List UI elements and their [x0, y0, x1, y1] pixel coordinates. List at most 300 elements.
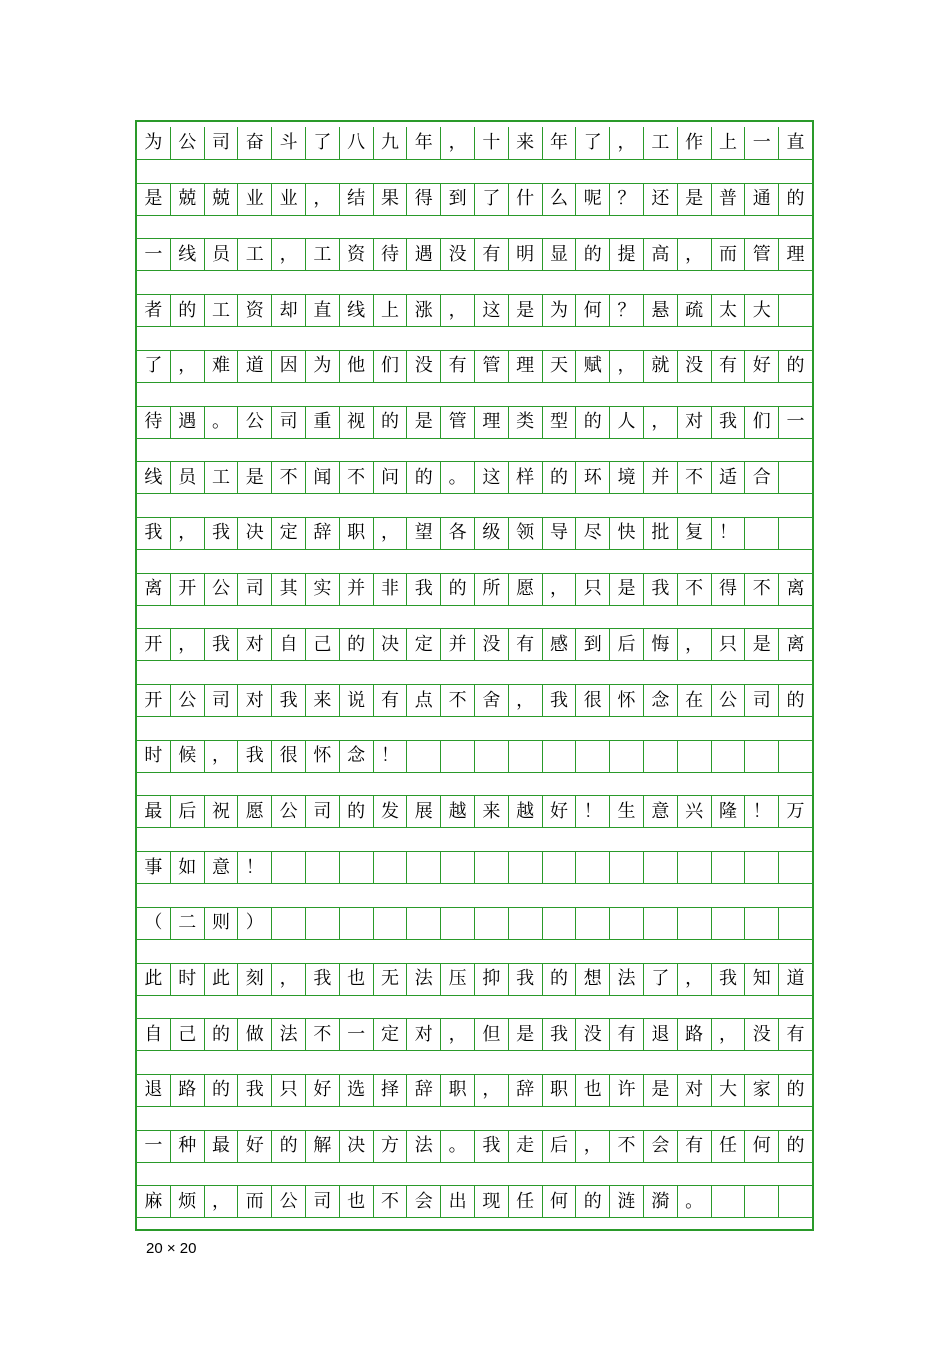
grid-cell — [576, 741, 610, 772]
grid-cell — [712, 741, 746, 772]
grid-cell: ， — [272, 239, 306, 270]
grid-cell: 的 — [171, 295, 205, 326]
grid-cell: 决 — [340, 1131, 374, 1162]
grid-cell — [340, 908, 374, 939]
grid-cell: 我 — [644, 574, 678, 605]
grid-cell: 时 — [137, 741, 171, 772]
grid-cell: 有 — [712, 351, 746, 382]
grid-cell: 所 — [475, 574, 509, 605]
grid-cell: 只 — [712, 629, 746, 660]
grid-cell: 任 — [509, 1186, 543, 1217]
grid-cell: 万 — [786, 800, 805, 822]
grid-cell: 公 — [272, 796, 306, 827]
grid-cell: 的 — [786, 689, 805, 711]
grid-cell: 愿 — [509, 574, 543, 605]
grid-cell — [407, 852, 441, 883]
grid-cell: 果 — [374, 184, 408, 215]
grid-cell: 公 — [205, 574, 239, 605]
grid-cell: 舍 — [475, 685, 509, 716]
grid-cell: 何 — [745, 1131, 779, 1162]
grid-cell: 我 — [205, 629, 239, 660]
grid-cell: 兢 — [205, 184, 239, 215]
grid-cell: 了 — [475, 184, 509, 215]
grid-cell: 司 — [272, 407, 306, 438]
grid-cell — [509, 852, 543, 883]
grid-cell: 适 — [712, 462, 746, 493]
grid-cell: ， — [441, 127, 475, 159]
grid-cell: 的 — [576, 407, 610, 438]
grid-cell: 其 — [272, 574, 306, 605]
grid-cell: 后 — [610, 629, 644, 660]
grid-cell: 开 — [137, 629, 171, 660]
grid-cell: 的 — [407, 462, 441, 493]
grid-cell: 是 — [610, 574, 644, 605]
grid-cell: 并 — [340, 574, 374, 605]
grid-cell: 到 — [441, 184, 475, 215]
grid-cell: 念 — [340, 741, 374, 772]
grid-cell — [509, 908, 543, 939]
grid-cell: 望 — [407, 518, 441, 549]
grid-cell: 一 — [745, 127, 779, 159]
grid-cell — [340, 852, 374, 883]
grid-cell: 知 — [745, 964, 779, 995]
grid-cell: ！ — [576, 796, 610, 827]
grid-cell: 离 — [137, 574, 171, 605]
grid-row — [137, 573, 812, 606]
grid-cell: 视 — [340, 407, 374, 438]
grid-cell: 有 — [610, 1019, 644, 1050]
grid-cell: 决 — [238, 518, 272, 549]
grid-cell: 最 — [205, 1131, 239, 1162]
grid-cell: 的 — [205, 1075, 239, 1106]
grid-cell: 提 — [610, 239, 644, 270]
grid-cell: 有 — [475, 239, 509, 270]
grid-cell — [678, 908, 712, 939]
grid-cell: 这 — [475, 462, 509, 493]
grid-cell: 这 — [475, 295, 509, 326]
grid-cell: 遇 — [171, 407, 205, 438]
grid-cell: 的 — [786, 355, 805, 377]
grid-cell: 了 — [644, 964, 678, 995]
grid-cell — [576, 908, 610, 939]
grid-cell: 解 — [306, 1131, 340, 1162]
grid-cell: 是 — [238, 462, 272, 493]
grid-cell: 展 — [407, 796, 441, 827]
grid-cell: 理 — [786, 243, 805, 265]
grid-cell: 麻 — [137, 1186, 171, 1217]
grid-cell: 理 — [509, 351, 543, 382]
grid-cell: ， — [306, 184, 340, 215]
grid-cell: 定 — [272, 518, 306, 549]
grid-cell — [306, 908, 340, 939]
grid-cell: 压 — [441, 964, 475, 995]
grid-cell: 不 — [678, 574, 712, 605]
grid-cell: 也 — [576, 1075, 610, 1106]
grid-cell: 辞 — [306, 518, 340, 549]
grid-cell: 刻 — [238, 964, 272, 995]
grid-cell: （ — [137, 908, 171, 939]
grid-cell: 一 — [137, 239, 171, 270]
grid-cell: 什 — [509, 184, 543, 215]
grid-cell: 者 — [137, 295, 171, 326]
grid-cell: 得 — [407, 184, 441, 215]
grid-cell: 的 — [272, 1131, 306, 1162]
grid-cell: 的 — [786, 1079, 805, 1101]
grid-cell: 八 — [340, 127, 374, 159]
grid-cell: 方 — [374, 1131, 408, 1162]
grid-cell: 来 — [475, 796, 509, 827]
grid-cell: ， — [678, 239, 712, 270]
grid-cell: 线 — [137, 462, 171, 493]
grid-cell: 司 — [238, 574, 272, 605]
grid-row — [137, 740, 812, 773]
grid-cell: 我 — [712, 964, 746, 995]
grid-cell: ！ — [745, 796, 779, 827]
grid-cell: 了 — [576, 127, 610, 159]
grid-cell — [374, 852, 408, 883]
grid-cell: 无 — [374, 964, 408, 995]
grid-cell: 愿 — [238, 796, 272, 827]
grid-cell — [509, 741, 543, 772]
grid-cell — [712, 852, 746, 883]
grid-cell: 批 — [644, 518, 678, 549]
grid-cell: ！ — [712, 518, 746, 549]
grid-cell — [475, 741, 509, 772]
grid-cell: 公 — [238, 407, 272, 438]
grid-cell: 闻 — [306, 462, 340, 493]
grid-cell: 呢 — [576, 184, 610, 215]
grid-cell: 想 — [576, 964, 610, 995]
grid-cell: 定 — [407, 629, 441, 660]
grid-cell — [407, 741, 441, 772]
grid-cell: 没 — [407, 351, 441, 382]
grid-cell: 作 — [678, 127, 712, 159]
grid-cell: 没 — [678, 351, 712, 382]
grid-cell: ， — [205, 1186, 239, 1217]
grid-cell: 工 — [205, 462, 239, 493]
grid-cell: 年 — [407, 127, 441, 159]
grid-cell — [543, 908, 577, 939]
grid-cell: 感 — [543, 629, 577, 660]
grid-cell: 导 — [543, 518, 577, 549]
grid-cell: 了 — [306, 127, 340, 159]
grid-cell: 公 — [171, 685, 205, 716]
grid-cell: 司 — [306, 796, 340, 827]
grid-cell: 对 — [238, 685, 272, 716]
grid-cell: ， — [678, 629, 712, 660]
grid-cell: 。 — [205, 407, 239, 438]
grid-cell: 说 — [340, 685, 374, 716]
grid-cell: ， — [272, 964, 306, 995]
grid-cell: ， — [712, 1019, 746, 1050]
grid-cell: 们 — [745, 407, 779, 438]
grid-cell: 公 — [712, 685, 746, 716]
grid-cell: 们 — [374, 351, 408, 382]
grid-cell: 线 — [171, 239, 205, 270]
grid-cell: 工 — [306, 239, 340, 270]
grid-cell: 天 — [543, 351, 577, 382]
grid-cell: 则 — [205, 908, 239, 939]
grid-cell: 的 — [340, 796, 374, 827]
grid-cell: 对 — [407, 1019, 441, 1050]
grid-cell: 年 — [543, 127, 577, 159]
grid-cell: 的 — [786, 188, 805, 210]
grid-row — [137, 517, 812, 550]
grid-cell: 隆 — [712, 796, 746, 827]
grid-cell: 会 — [407, 1186, 441, 1217]
grid-cell — [779, 741, 812, 772]
grid-cell: 各 — [441, 518, 475, 549]
grid-cell — [644, 741, 678, 772]
grid-cell: 有 — [786, 1023, 805, 1045]
grid-cell: 显 — [543, 239, 577, 270]
grid-cell: 的 — [441, 574, 475, 605]
grid-cell: 通 — [745, 184, 779, 215]
grid-cell: 但 — [475, 1019, 509, 1050]
grid-cell: 抑 — [475, 964, 509, 995]
grid-cell: 也 — [340, 1186, 374, 1217]
grid-cell: 时 — [171, 964, 205, 995]
grid-cell: 疏 — [678, 295, 712, 326]
grid-cell — [678, 852, 712, 883]
grid-cell: 司 — [306, 1186, 340, 1217]
grid-cell — [745, 518, 779, 549]
grid-cell: ， — [171, 518, 205, 549]
grid-row — [137, 628, 812, 661]
grid-cell: 类 — [509, 407, 543, 438]
grid-cell: 种 — [171, 1131, 205, 1162]
grid-cell: 不 — [340, 462, 374, 493]
grid-cell: 难 — [205, 351, 239, 382]
grid-cell: 资 — [238, 295, 272, 326]
grid-cell: 来 — [306, 685, 340, 716]
grid-cell: 选 — [340, 1075, 374, 1106]
grid-cell — [441, 741, 475, 772]
grid-cell: ， — [441, 1019, 475, 1050]
grid-cell: 上 — [712, 127, 746, 159]
grid-cell: 职 — [441, 1075, 475, 1106]
grid-cell: 我 — [543, 1019, 577, 1050]
grid-cell: 是 — [407, 407, 441, 438]
grid-row — [137, 406, 812, 439]
grid-cell: 管 — [745, 239, 779, 270]
grid-cell: 非 — [374, 574, 408, 605]
grid-cell: ， — [441, 295, 475, 326]
grid-cell — [779, 852, 812, 883]
grid-cell: 就 — [644, 351, 678, 382]
grid-cell — [644, 908, 678, 939]
grid-cell: 越 — [441, 796, 475, 827]
grid-row — [137, 1185, 812, 1218]
grid-cell: 我 — [238, 1075, 272, 1106]
grid-cell: 公 — [272, 1186, 306, 1217]
grid-cell: 好 — [238, 1131, 272, 1162]
grid-cell: 悬 — [644, 295, 678, 326]
grid-cell: 十 — [475, 127, 509, 159]
grid-cell: 我 — [137, 518, 171, 549]
grid-cell: 也 — [340, 964, 374, 995]
grid-cell: 直 — [306, 295, 340, 326]
grid-row — [137, 1130, 812, 1163]
grid-cell: 很 — [272, 741, 306, 772]
grid-cell: 的 — [374, 407, 408, 438]
grid-cell: 最 — [137, 796, 171, 827]
grid-cell: 对 — [678, 1075, 712, 1106]
grid-cell — [745, 741, 779, 772]
grid-cell: 走 — [509, 1131, 543, 1162]
grid-row — [137, 1018, 812, 1051]
grid-cell — [610, 852, 644, 883]
grid-cell: 开 — [171, 574, 205, 605]
grid-cell: ， — [678, 964, 712, 995]
grid-cell: 线 — [340, 295, 374, 326]
grid-row — [137, 795, 812, 828]
grid-cell — [272, 852, 306, 883]
grid-cell: 。 — [678, 1186, 712, 1217]
grid-cell: 管 — [475, 351, 509, 382]
grid-cell: 人 — [610, 407, 644, 438]
grid-cell: 一 — [137, 1131, 171, 1162]
grid-cell: 合 — [745, 462, 779, 493]
grid-cell: 家 — [745, 1075, 779, 1106]
grid-cell: 决 — [374, 629, 408, 660]
grid-cell: 此 — [137, 964, 171, 995]
grid-cell: 现 — [475, 1186, 509, 1217]
grid-cell: 是 — [509, 1019, 543, 1050]
grid-cell: 出 — [441, 1186, 475, 1217]
grid-cell — [678, 741, 712, 772]
grid-cell: 我 — [543, 685, 577, 716]
grid-cell: 生 — [610, 796, 644, 827]
grid-cell: 何 — [543, 1186, 577, 1217]
grid-cell: 领 — [509, 518, 543, 549]
grid-cell: 待 — [374, 239, 408, 270]
grid-row — [137, 684, 812, 717]
grid-cell: 我 — [475, 1131, 509, 1162]
grid-cell: 是 — [137, 184, 171, 215]
grid-cell: 定 — [374, 1019, 408, 1050]
grid-cell: 退 — [137, 1075, 171, 1106]
grid-cell: 并 — [441, 629, 475, 660]
grid-cell: 不 — [374, 1186, 408, 1217]
grid-cell — [779, 462, 812, 493]
grid-cell: 有 — [374, 685, 408, 716]
grid-cell — [745, 1186, 779, 1217]
grid-size-label: 20 × 20 — [146, 1240, 197, 1257]
grid-cell: 职 — [543, 1075, 577, 1106]
grid-cell: 司 — [205, 127, 239, 159]
grid-cell: 尽 — [576, 518, 610, 549]
grid-row — [137, 907, 812, 940]
grid-cell — [712, 1186, 746, 1217]
grid-cell: 法 — [407, 964, 441, 995]
grid-cell — [610, 908, 644, 939]
grid-cell: 许 — [610, 1075, 644, 1106]
grid-cell: 直 — [786, 132, 805, 153]
grid-cell: 么 — [543, 184, 577, 215]
grid-cell: 还 — [644, 184, 678, 215]
grid-cell — [779, 1186, 812, 1217]
grid-cell: 工 — [205, 295, 239, 326]
grid-cell — [576, 852, 610, 883]
grid-row — [137, 183, 812, 216]
grid-cell: 我 — [205, 518, 239, 549]
grid-cell: 不 — [678, 462, 712, 493]
grid-cell: 很 — [576, 685, 610, 716]
grid-cell: 悔 — [644, 629, 678, 660]
grid-cell: 九 — [374, 127, 408, 159]
grid-cell: 我 — [712, 407, 746, 438]
grid-cell: 不 — [306, 1019, 340, 1050]
grid-cell — [745, 852, 779, 883]
grid-cell: 资 — [340, 239, 374, 270]
grid-cell: 如 — [171, 852, 205, 883]
grid-cell: 环 — [576, 462, 610, 493]
grid-cell: 一 — [786, 411, 805, 432]
grid-cell: 事 — [137, 852, 171, 883]
grid-cell: 会 — [644, 1131, 678, 1162]
grid-cell: 后 — [543, 1131, 577, 1162]
grid-cell: 重 — [306, 407, 340, 438]
grid-cell: 一 — [340, 1019, 374, 1050]
grid-cell: 对 — [678, 407, 712, 438]
grid-cell: 而 — [712, 239, 746, 270]
grid-cell: 不 — [272, 462, 306, 493]
grid-cell: 路 — [678, 1019, 712, 1050]
grid-cell: 的 — [543, 462, 577, 493]
grid-cell: 的 — [576, 239, 610, 270]
grid-cell: 好 — [306, 1075, 340, 1106]
grid-cell — [779, 908, 812, 939]
grid-cell: 的 — [340, 629, 374, 660]
grid-cell: 候 — [171, 741, 205, 772]
grid-cell: 为 — [543, 295, 577, 326]
grid-cell: 念 — [644, 685, 678, 716]
grid-cell: 何 — [576, 295, 610, 326]
grid-cell: 法 — [610, 964, 644, 995]
grid-cell — [644, 852, 678, 883]
grid-cell: ！ — [238, 852, 272, 883]
grid-cell: 不 — [441, 685, 475, 716]
grid-cell: 没 — [441, 239, 475, 270]
grid-cell: 法 — [407, 1131, 441, 1162]
grid-cell: 待 — [137, 407, 171, 438]
grid-cell: 司 — [205, 685, 239, 716]
grid-row — [137, 294, 812, 327]
grid-cell: 发 — [374, 796, 408, 827]
grid-cell: 此 — [205, 964, 239, 995]
grid-cell: ， — [374, 518, 408, 549]
grid-cell: 道 — [786, 968, 805, 989]
grid-row — [137, 963, 812, 996]
grid-row — [137, 1074, 812, 1107]
grid-cell: 自 — [137, 1019, 171, 1050]
grid-cell: 己 — [171, 1019, 205, 1050]
grid-cell: 理 — [475, 407, 509, 438]
grid-cell: 复 — [678, 518, 712, 549]
grid-cell: 业 — [238, 184, 272, 215]
grid-cell: ， — [610, 351, 644, 382]
grid-cell: 漪 — [644, 1186, 678, 1217]
grid-cell: ， — [509, 685, 543, 716]
grid-cell: 道 — [238, 351, 272, 382]
grid-cell: 路 — [171, 1075, 205, 1106]
grid-cell: 因 — [272, 351, 306, 382]
grid-cell: ， — [576, 1131, 610, 1162]
grid-cell: 问 — [374, 462, 408, 493]
grid-cell: 管 — [441, 407, 475, 438]
grid-cell: 对 — [238, 629, 272, 660]
